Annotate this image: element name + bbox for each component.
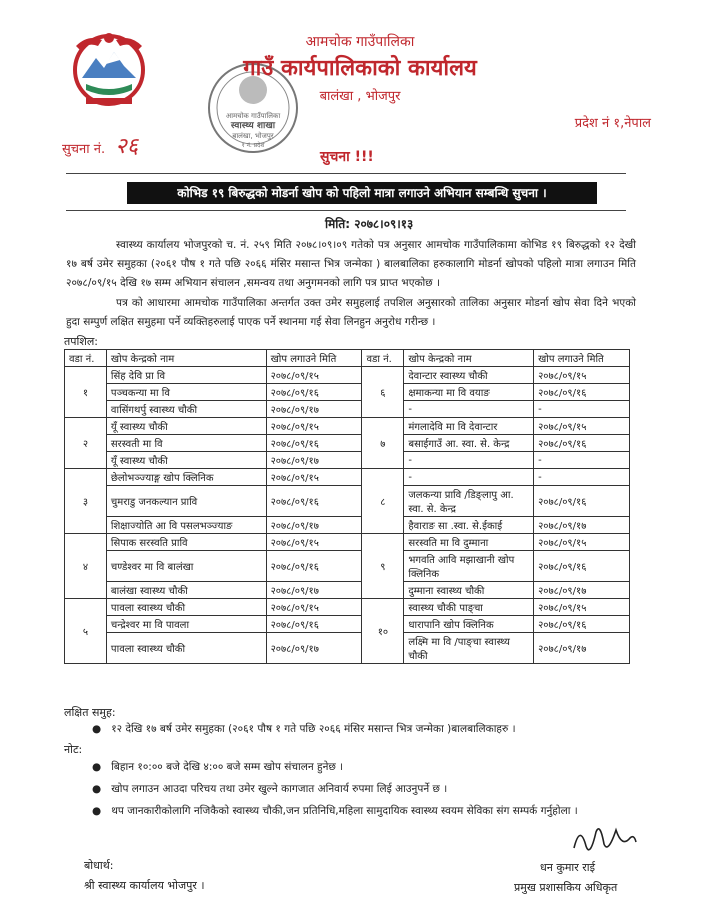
center-cell: पञ्चकन्या मा वि (106, 384, 266, 401)
target-group-label: लक्षित समुह: (64, 706, 116, 719)
date-cell: २०७८/०९/१६ (266, 486, 362, 517)
cc-label: बोधार्थ: (84, 859, 114, 872)
center-cell: स्वास्थ्य चौकी पाङ्चा (404, 599, 534, 616)
date-cell: - (534, 401, 630, 418)
date-cell: २०७८/०९/१६ (266, 384, 362, 401)
ward-cell: ५ (65, 599, 107, 664)
center-cell: सरस्वति मा वि दुम्माना (404, 534, 534, 551)
ward-cell: ७ (362, 418, 404, 469)
header-date: खोप लगाउने मिति (534, 350, 630, 367)
paragraph: स्वास्थ्य कार्यालय भोजपुरको च. नं. २५९ मिति २०७८।०९।०९ गतेको पत्र अनुसार आमचोक गाउँपालिकामा कोभिड १९ बिरुद्धको १२ देखी १७ बर्ष उमेर समुहका (२०६१ पौष १ गते पछि २०६६ मंसिर मसान्त भित्र जन्मेका ) बालबालिका हरुकालागि मोडर्ना खोपको पहिलो मात्रा लगाउन मिति २०७८/०९/१५ देखि १७ सम्म अभियान संचालन ,समन्वय तथा अनुगमनको लागि पत्र प्राप्त भएकोछ । (66, 239, 636, 289)
center-cell: हैवाराङ सा .स्वा. से.ईकाई (404, 517, 534, 534)
stamp-text-4: १ नं. प्रदेश (241, 142, 265, 149)
center-cell: सिंह देवि प्रा वि (106, 367, 266, 384)
ward-cell: २ (65, 418, 107, 469)
province: प्रदेश नं १,नेपाल (574, 116, 651, 131)
center-cell: चण्डेश्वर मा वि बालंखा (106, 551, 266, 582)
date-cell: २०७८/०९/१७ (534, 582, 630, 599)
nepal-emblem-icon (68, 28, 150, 110)
date-cell: - (534, 452, 630, 469)
table-row (65, 367, 630, 384)
ward-cell: ९ (362, 534, 404, 599)
ward-cell: १ (65, 367, 107, 418)
stamp-text-3: बालंखा, भोजपुर (232, 132, 274, 140)
header-center: खोप केन्द्रको नाम (404, 350, 534, 367)
note-text: बिहान १०:०० बजे देखि ४:०० बजे सम्म खोप संचालन हुनेछ । (111, 761, 344, 773)
table-row (65, 401, 630, 418)
center-cell: शिक्षाज्योति आ वि पसलभञ्ज्याङ (106, 517, 266, 534)
center-cell: लक्ष्मि मा वि /पाङ्चा स्वास्थ्य चौकी (404, 633, 534, 664)
center-cell: बसाईगाउँ आ. स्वा. से. केन्द्र (404, 435, 534, 452)
header-ward: वडा नं. (362, 350, 404, 367)
notice-title: कोभिड १९ बिरुद्धको मोडर्ना खोप को पहिलो मात्रा लगाउने अभियान सम्बन्धि सुचना । (127, 182, 597, 204)
center-cell: - (404, 452, 534, 469)
date-cell: २०७८/०९/१६ (534, 616, 630, 633)
header-date: खोप लगाउने मिति (266, 350, 362, 367)
center-cell: सिपाक सरस्वति प्रावि (106, 534, 266, 551)
center-cell: मंगलादेवि मा वि देवान्टार (404, 418, 534, 435)
notice-date: मिति: २०७८।०९।१३ (325, 217, 414, 231)
note-item: ● खोप लगाउन आउदा परिचय तथा उमेर खुल्ने कागजात अनिवार्य रुपमा लिई आउनुपर्ने छ । (92, 783, 448, 795)
table-row (65, 599, 630, 616)
date-cell: २०७८/०९/१६ (266, 435, 362, 452)
center-cell: धारापानि खोप क्लिनिक (404, 616, 534, 633)
header-center: खोप केन्द्रको नाम (106, 350, 266, 367)
note-text: खोप लगाउन आउदा परिचय तथा उमेर खुल्ने कागजात अनिवार्य रुपमा लिई आउनुपर्ने छ । (111, 783, 448, 795)
table-row (65, 469, 630, 486)
table-label: तपशिल: (64, 335, 99, 348)
paragraph: पत्र को आधारमा आमचोक गाउँपालिका अन्तर्गत उक्त उमेर समुहलाई तपशिल अनुसारको तालिका अनुसार मोडर्ना खोप सेवा दिने भएको हुदा सम्पुर्ण लक्षित समुहमा पर्ने व्यक्तिहरुलाई पाएक पर्ने स्थानमा गई सेवा लिनहुन अनुरोध गरीन्छ । (66, 297, 636, 328)
date-cell: २०७८/०९/१७ (266, 452, 362, 469)
date-cell: - (534, 469, 630, 486)
center-cell: छेलोभञ्ज्याङ्ग खोप क्लिनिक (106, 469, 266, 486)
date-cell: २०७८/०९/१७ (266, 517, 362, 534)
center-cell: बालंखा स्वास्थ्य चौकी (106, 582, 266, 599)
date-cell: २०७८/०९/१६ (266, 551, 362, 582)
center-cell: चुमराडु जनकल्यान प्रावि (106, 486, 266, 517)
table-row (65, 452, 630, 469)
note-item: ● बिहान १०:०० बजे देखि ४:०० बजे सम्म खोप संचालन हुनेछ । (92, 761, 344, 773)
date-cell: २०७८/०९/१६ (534, 486, 630, 517)
center-cell: भगवति आवि मझाखानी खोप क्लिनिक (404, 551, 534, 582)
note-text: थप जानकारीकोलागि नजिकैको स्वास्थ्य चौकी,जन प्रतिनिधि,महिला सामुदायिक स्वास्थ्य स्वयम सेविका संग सम्पर्क गर्नुहोला । (111, 805, 578, 817)
notice-number-value: २६ (115, 134, 139, 159)
center-cell: जलकन्या प्रावि /डिङ्लापु आ. स्वा. से. केन्द्र (404, 486, 534, 517)
date-cell: २०७८/०९/१५ (266, 367, 362, 384)
notes-label: नोट: (64, 743, 83, 756)
ward-cell: ६ (362, 367, 404, 418)
table-row (65, 551, 630, 582)
signatory-name: धन कुमार राई (540, 861, 595, 874)
ward-cell: ८ (362, 469, 404, 534)
table-row (65, 384, 630, 401)
date-cell: २०७८/०९/१७ (534, 517, 630, 534)
cc-recipient: श्री स्वास्थ्य कार्यालय भोजपुर । (84, 879, 205, 892)
center-cell: पावला स्वास्थ्य चौकी (106, 599, 266, 616)
center-cell: दुम्माना स्वास्थ्य चौकी (404, 582, 534, 599)
notice-heading: सुचना !!! (320, 149, 374, 165)
schedule-table (64, 349, 630, 664)
center-cell: देवान्टार स्वास्थ्य चौकी (404, 367, 534, 384)
table-row (65, 435, 630, 452)
center-cell: - (404, 401, 534, 418)
table-row (65, 633, 630, 664)
date-cell: २०७८/०९/१६ (534, 435, 630, 452)
note-item: ● थप जानकारीकोलागि नजिकैको स्वास्थ्य चौकी,जन प्रतिनिधि,महिला सामुदायिक स्वास्थ्य स्वयम सेविका संग सम्पर्क गर्नुहोला । (92, 805, 578, 817)
date-cell: २०७८/०९/१५ (266, 418, 362, 435)
target-group-text: १२ देखि १७ बर्ष उमेर समुहका (२०६१ पौष १ गते पछि २०६६ मंसिर मसान्त भित्र जन्मेका )बालबालिकाहरु । (111, 723, 516, 735)
center-cell: सरस्वती मा वि (106, 435, 266, 452)
table-row (65, 517, 630, 534)
table-row (65, 616, 630, 633)
date-cell: २०७८/०९/१५ (266, 534, 362, 551)
office-name: गाउँ कार्यपालिकाको कार्यालय (243, 56, 477, 81)
date-cell: २०७८/०९/१५ (534, 367, 630, 384)
center-cell: चन्द्रेश्वर मा वि पावला (106, 616, 266, 633)
date-cell: २०७८/०९/१७ (266, 401, 362, 418)
target-group-item: ● १२ देखि १७ बर्ष उमेर समुहका (२०६१ पौष १ गते पछि २०६६ मंसिर मसान्त भित्र जन्मेका )बालबालिकाहरु । (92, 723, 516, 735)
date-cell: २०७८/०९/१६ (266, 616, 362, 633)
table-row (65, 418, 630, 435)
ward-cell: ३ (65, 469, 107, 534)
signature (570, 818, 640, 862)
date-cell: २०७८/०९/१७ (266, 633, 362, 664)
date-cell: २०७८/०९/१५ (534, 534, 630, 551)
signatory-title: प्रमुख प्रशासकिय अधिकृत (514, 881, 618, 894)
divider (66, 173, 626, 174)
header-ward: वडा नं. (65, 350, 107, 367)
table-row (65, 486, 630, 517)
table-row (65, 582, 630, 599)
stamp-text-2: स्वास्थ्य शाखा (230, 121, 276, 131)
table-header-row (65, 350, 630, 367)
office-address: बालंखा , भोजपुर (319, 89, 401, 104)
date-cell: २०७८/०९/१७ (534, 633, 630, 664)
center-cell: यूँ स्वास्थ्य चौकी (106, 418, 266, 435)
table-row (65, 534, 630, 551)
date-cell: २०७८/०९/१६ (534, 384, 630, 401)
date-cell: २०७८/०९/१५ (534, 599, 630, 616)
notice-number-label: सुचना नं. (62, 142, 106, 157)
notice-number (62, 130, 138, 160)
center-cell: क्षमाकन्या मा वि वयाङ (404, 384, 534, 401)
center-cell: पावला स्वास्थ्य चौकी (106, 633, 266, 664)
ward-cell: ४ (65, 534, 107, 599)
ward-cell: १० (362, 599, 404, 664)
date-cell: २०७८/०९/१५ (266, 599, 362, 616)
center-cell: - (404, 469, 534, 486)
center-cell: वासिंगथर्पु स्वास्थ्य चौकी (106, 401, 266, 418)
date-cell: २०७८/०९/१६ (534, 551, 630, 582)
date-cell: २०७८/०९/१५ (534, 418, 630, 435)
date-cell: २०७८/०९/१७ (266, 582, 362, 599)
divider (66, 210, 626, 211)
municipality-name: आमचोक गाउँपालिका (305, 34, 415, 50)
stamp-text-1: आमचोक गाउँपालिका (225, 112, 281, 120)
date-cell: २०७८/०९/१५ (266, 469, 362, 486)
center-cell: यूँ स्वास्थ्य चौकी (106, 452, 266, 469)
